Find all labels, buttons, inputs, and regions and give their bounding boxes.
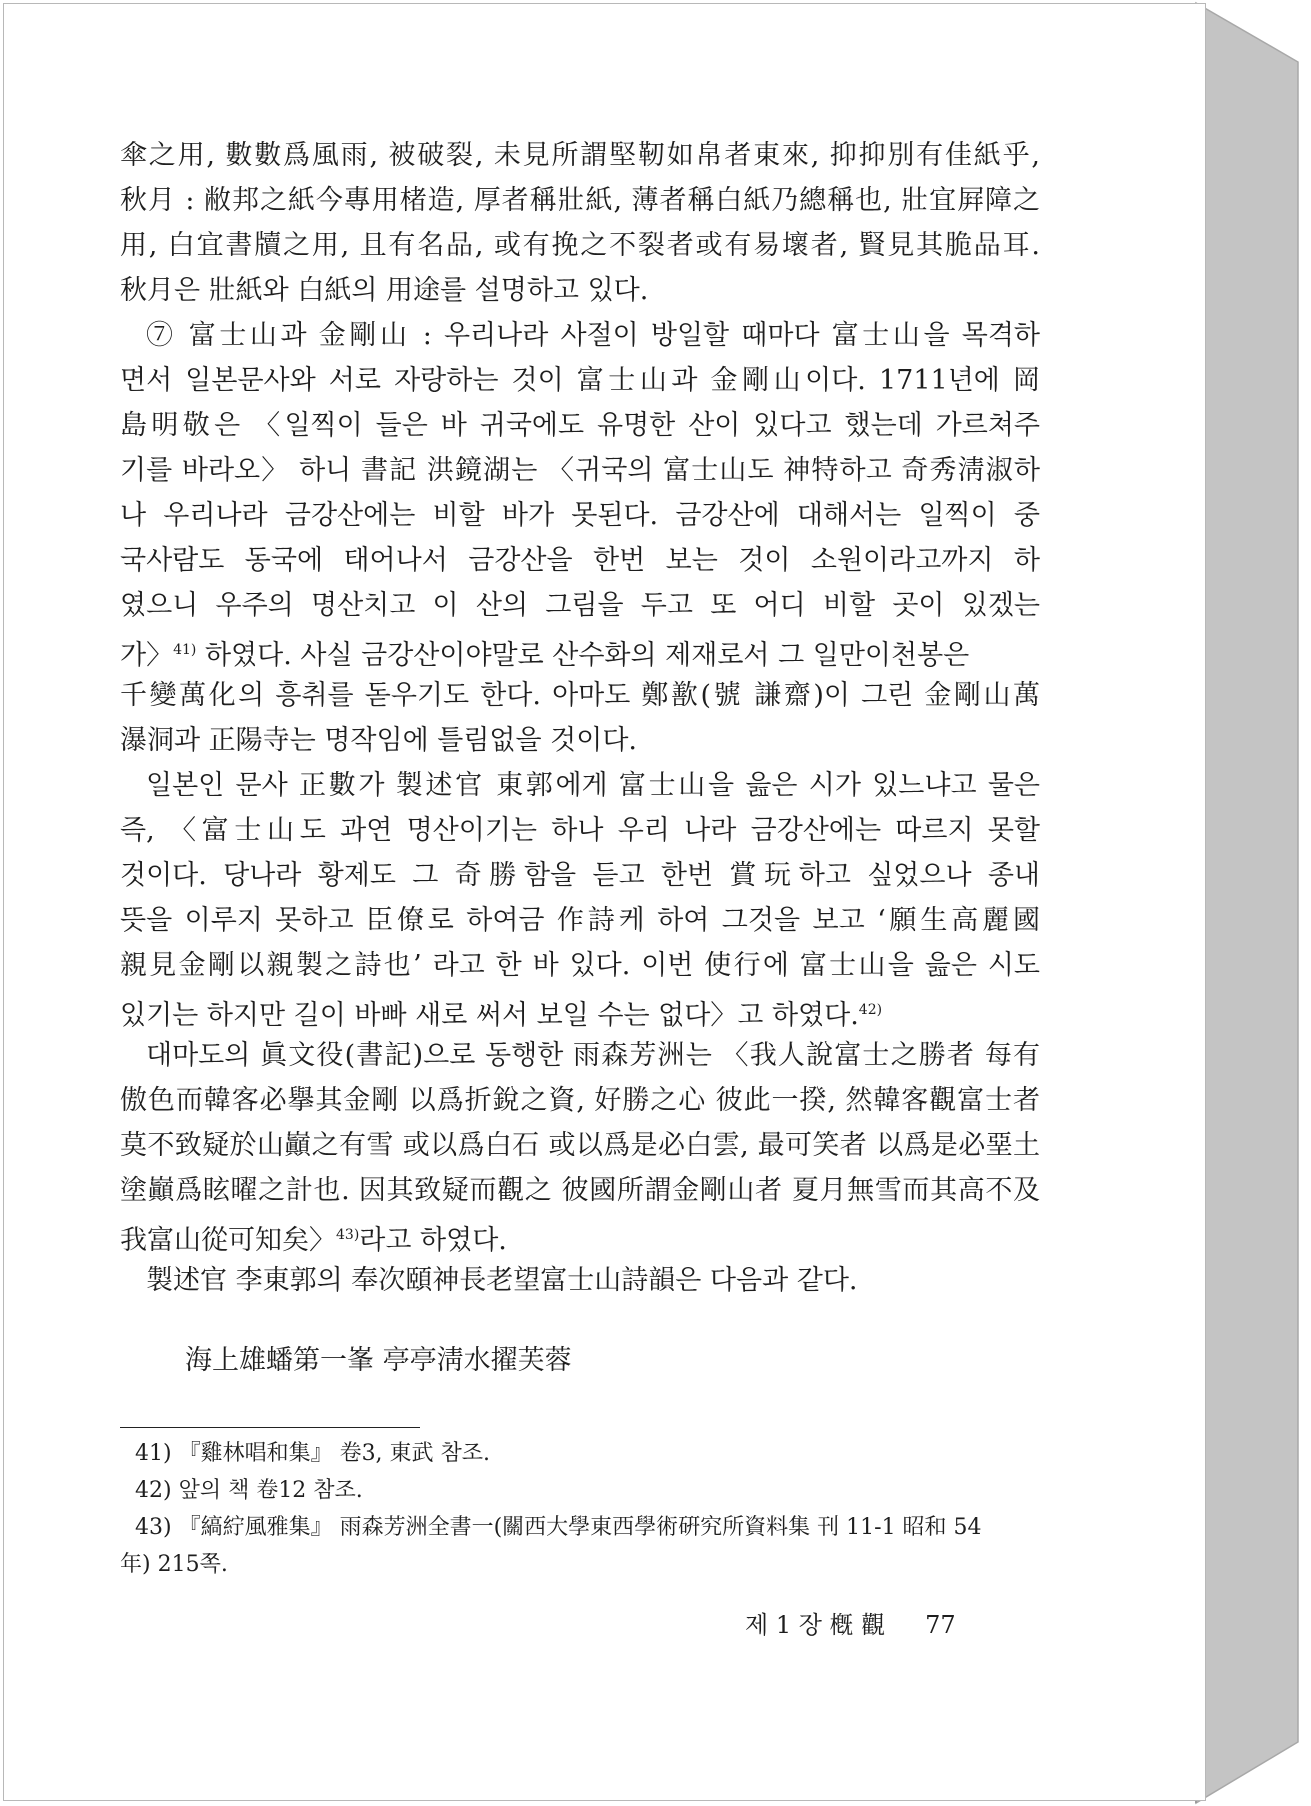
footnote-ref-43[interactable]: 43) [336,1227,360,1243]
footnote-ref-41[interactable]: 41) [173,642,197,658]
text-line: 秋月 : 敝邦之紙今專用楮造, 厚者稱壯紙, 薄者稱白紙乃總稱也, 壯宜屛障之 [120,185,1040,216]
text-line: 島明敬은 〈일찍이 들은 바 귀국에도 유명한 산이 있다고 했는데 가르쳐주 [120,410,1040,441]
page-number: 77 [925,1611,956,1639]
text-run: 있기는 하지만 길이 바빠 새로 써서 보일 수는 없다〉고 하였다. [120,1000,859,1031]
footnote-43-continued: 年) 215쪽. [120,1552,228,1577]
poem-line: 海上雄蟠第一峯 亭亭淸水擢芙蓉 [185,1345,572,1376]
footnote-ref-42[interactable]: 42) [858,1002,883,1018]
text-run: 我富山從可知矣〉 [120,1225,336,1256]
text-line: 傘之用, 數數爲風雨, 被破裂, 未見所謂堅靭如帛者東來, 抑抑別有佳紙乎, [120,140,1040,171]
text-line: 기를 바라오〉 하니 書記 洪鏡湖는 〈귀국의 富士山도 神特하고 奇秀淸淑하 [120,455,1040,486]
text-line: 국사람도 동국에 태어나서 금강산을 한번 보는 것이 소원이라고까지 하 [120,545,1040,576]
text-line [120,988,1040,1033]
page-footer [745,1605,1045,1640]
text-line: 일본인 문사 正數가 製述官 東郭에게 富士山을 읊은 시가 있느냐고 물은 [146,770,1040,801]
text-line: 대마도의 眞文役(書記)으로 동행한 雨森芳洲는 〈我人說富士之勝者 每有 [146,1040,1040,1071]
footnote-41: 41) 『雞林唱和集』 卷3, 東武 참조. [135,1441,491,1466]
footnote-42: 42) 앞의 책 卷12 참조. [135,1478,363,1503]
text-line [120,628,1040,673]
text-line: ⑦ 富士山과 金剛山 : 우리나라 사절이 방일할 때마다 富士山을 목격하 [146,320,1040,351]
text-line: 千變萬化의 흥취를 돋우기도 한다. 아마도 鄭歚(號 謙齋)이 그린 金剛山萬 [120,680,1040,711]
chapter-title: 제 1 장 槪 觀 [745,1611,886,1639]
text-line: 였으니 우주의 명산치고 이 산의 그림을 두고 또 어디 비할 곳이 있겠는 [120,590,1040,621]
footnote-43: 43) 『縞紵風雅集』 雨森芳洲全書一(關西大學東西學術硏究所資料集 刊 11-1 昭和 54 [135,1515,982,1540]
text-line: 親見金剛以親製之詩也’ 라고 한 바 있다. 이번 使行에 富士山을 읊은 시도 [120,950,1040,981]
text-line: 秋月은 壯紙와 白紙의 用途를 설명하고 있다. [120,275,649,306]
text-run: 라고 하였다. [359,1225,507,1256]
text-line: 傲色而韓客必擧其金剛 以爲折銳之資, 好勝之心 彼此一揆, 然韓客觀富士者 [120,1085,1040,1116]
text-line: 뜻을 이루지 못하고 臣僚로 하여금 作詩케 하여 그것을 보고 ‘願生高麗國 [120,905,1040,936]
footnote-divider [120,1427,420,1428]
text-line: 塗巓爲眩曜之計也. 因其致疑而觀之 彼國所謂金剛山者 夏月無雪而其高不及 [120,1175,1040,1206]
text-line: 莫不致疑於山巓之有雪 或以爲白石 或以爲是必白雲, 最可笑者 以爲是必堊土 [120,1130,1040,1161]
page-body [120,133,1040,1383]
text-line: 瀑洞과 正陽寺는 명작임에 틀림없을 것이다. [120,725,637,756]
footnotes [120,1435,1040,1583]
text-line: 것이다. 당나라 황제도 그 奇勝함을 듣고 한번 賞玩하고 싶었으나 종내 [120,860,1040,891]
text-run: 하였다. 사실 금강산이야말로 산수화의 제재로서 그 일만이천봉은 [196,640,970,671]
text-line [120,1213,1040,1258]
text-line: 製述官 李東郭의 奉次頤神長老望富士山詩韻은 다음과 같다. [146,1265,858,1296]
text-line: 면서 일본문사와 서로 자랑하는 것이 富士山과 金剛山이다. 1711년에 岡 [120,365,1040,396]
text-line: 用, 白宜書牘之用, 且有名品, 或有挽之不裂者或有易壞者, 賢見其脆品耳. [120,230,1040,261]
text-line: 즉, 〈富士山도 과연 명산이기는 하나 우리 나라 금강산에는 따르지 못할 [120,815,1040,846]
text-line: 나 우리나라 금강산에는 비할 바가 못된다. 금강산에 대해서는 일찍이 중 [120,500,1040,531]
text-run: 가〉 [120,640,174,671]
